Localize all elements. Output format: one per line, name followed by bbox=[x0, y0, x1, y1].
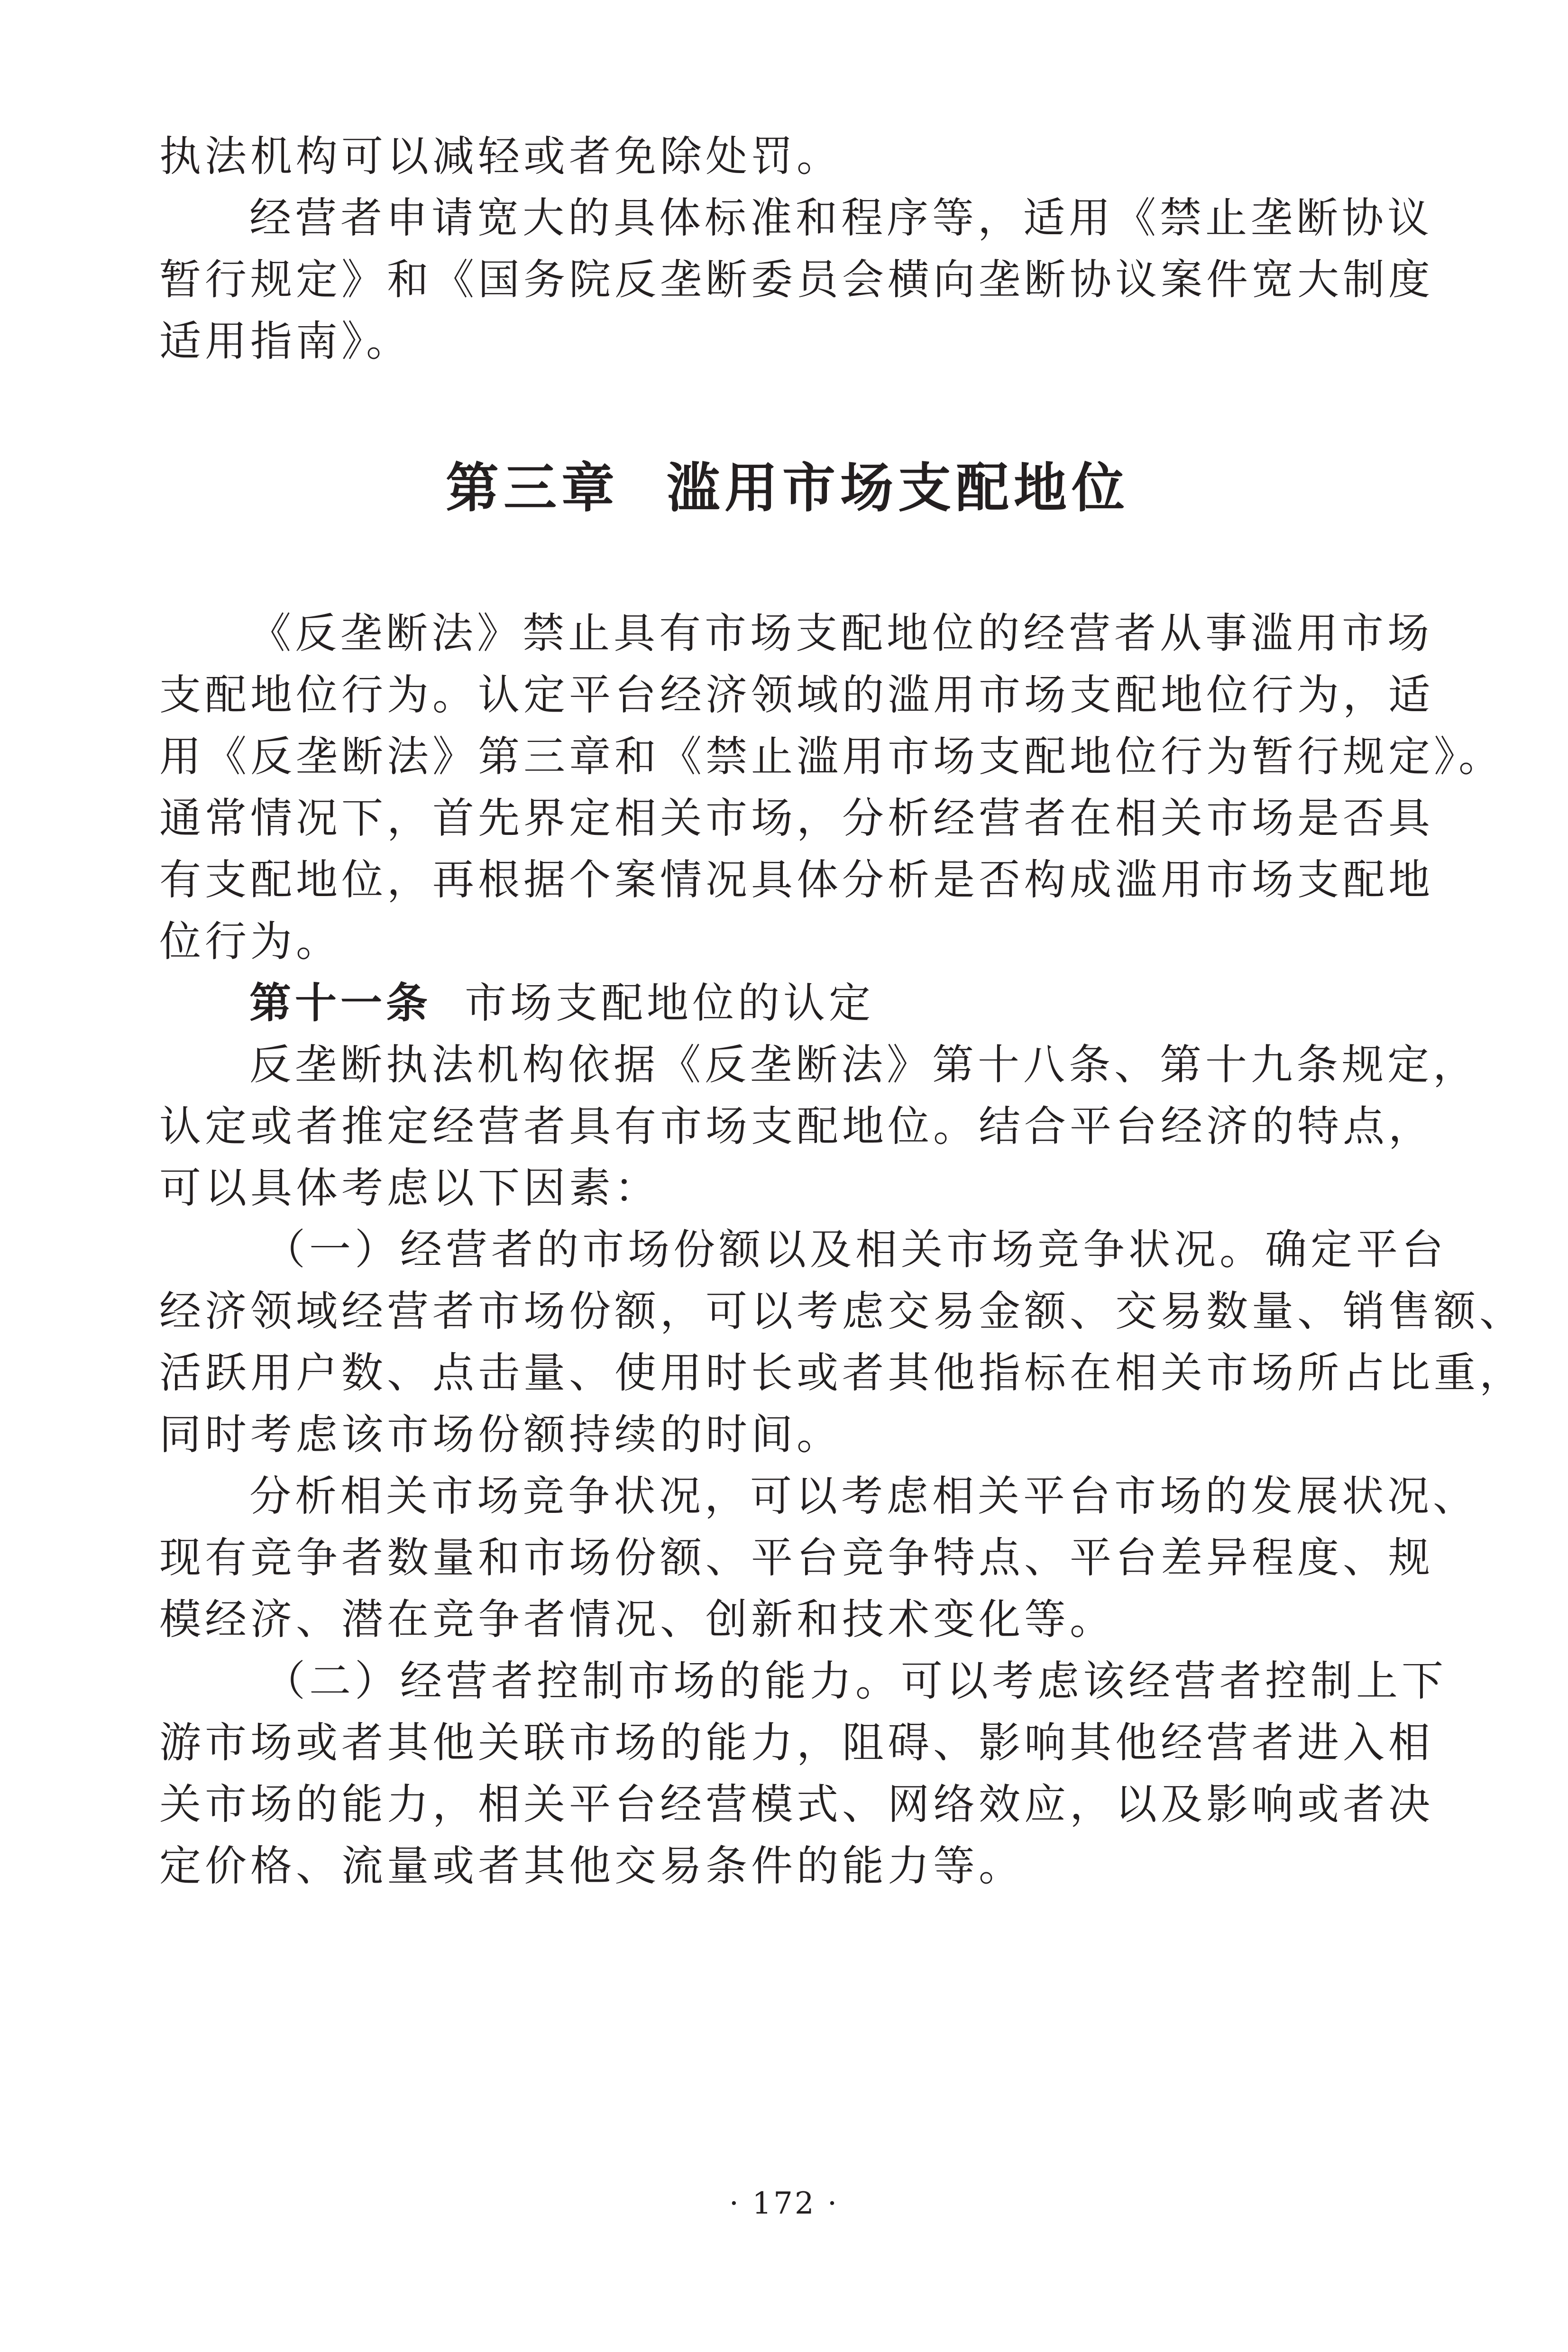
text-line: 认定或者推定经营者具有市场支配地位。结合平台经济的特点， bbox=[159, 1102, 1434, 1151]
chapter-heading bbox=[159, 460, 1416, 517]
paragraph-leniency bbox=[159, 193, 1434, 366]
article-heading-line bbox=[249, 979, 1416, 1027]
page-number: · 172 · bbox=[729, 2186, 839, 2221]
chapter-number: 第三章 bbox=[446, 458, 619, 519]
text-line: 活跃用户数、点击量、使用时长或者其他指标在相关市场所占比重， bbox=[159, 1348, 1525, 1397]
text-line: 关市场的能力，相关平台经营模式、网络效应，以及影响或者决 bbox=[159, 1780, 1434, 1829]
text-line: （二）经营者控制市场的能力。可以考虑该经营者控制上下 bbox=[264, 1656, 1448, 1705]
article-title: 市场支配地位的认定 bbox=[465, 979, 875, 1027]
text-line: 同时考虑该市场份额持续的时间。 bbox=[159, 1410, 843, 1459]
article-number: 第十一条 bbox=[249, 979, 432, 1027]
text-line: 执法机构可以减轻或者免除处罚。 bbox=[159, 132, 843, 181]
text-line: 用《反垄断法》第三章和《禁止滥用市场支配地位行为暂行规定》。 bbox=[159, 732, 1504, 781]
text-line: 《反垄断法》禁止具有市场支配地位的经营者从事滥用市场 bbox=[249, 609, 1433, 658]
text-line: 经济领域经营者市场份额，可以考虑交易金额、交易数量、销售额、 bbox=[159, 1287, 1525, 1336]
paragraph-continuation bbox=[159, 133, 1416, 180]
text-line: （一）经营者的市场份额以及相关市场竞争状况。确定平台 bbox=[264, 1225, 1448, 1274]
paragraph-intro bbox=[159, 609, 1504, 966]
text-line: 可以具体考虑以下因素： bbox=[159, 1163, 660, 1212]
paragraph-factor-one bbox=[159, 1225, 1525, 1459]
paragraph-factor-two bbox=[159, 1656, 1448, 1890]
text-line: 分析相关市场竞争状况，可以考虑相关平台市场的发展状况、 bbox=[249, 1472, 1479, 1520]
text-line: 游市场或者其他关联市场的能力，阻碍、影响其他经营者进入相 bbox=[159, 1718, 1434, 1767]
text-line: 位行为。 bbox=[159, 917, 342, 966]
article-heading bbox=[159, 979, 1416, 1027]
text-line: 反垄断执法机构依据《反垄断法》第十八条、第十九条规定， bbox=[249, 1040, 1479, 1089]
text-line: 现有竞争者数量和市场份额、平台竞争特点、平台差异程度、规 bbox=[159, 1533, 1434, 1582]
text-line: 经营者申请宽大的具体标准和程序等，适用《禁止垄断协议 bbox=[249, 193, 1433, 242]
top-section bbox=[159, 132, 1434, 366]
chapter-title: 滥用市场支配地位 bbox=[667, 458, 1129, 519]
paragraph-competition-analysis bbox=[159, 1472, 1479, 1644]
paragraph-article-basis bbox=[159, 1040, 1479, 1212]
document-page bbox=[159, 132, 1525, 1904]
text-line: 适用指南》。 bbox=[159, 317, 412, 366]
text-line: 暂行规定》和《国务院反垄断委员会横向垄断协议案件宽大制度 bbox=[159, 255, 1434, 304]
text-line: 通常情况下，首先界定相关市场，分析经营者在相关市场是否具 bbox=[159, 794, 1434, 842]
text-line: 有支配地位，再根据个案情况具体分析是否构成滥用市场支配地 bbox=[159, 855, 1434, 904]
text-line: 模经济、潜在竞争者情况、创新和技术变化等。 bbox=[159, 1595, 1116, 1644]
text-line: 支配地位行为。认定平台经济领域的滥用市场支配地位行为，适 bbox=[159, 670, 1434, 719]
text-line: 定价格、流量或者其他交易条件的能力等。 bbox=[159, 1841, 1025, 1890]
